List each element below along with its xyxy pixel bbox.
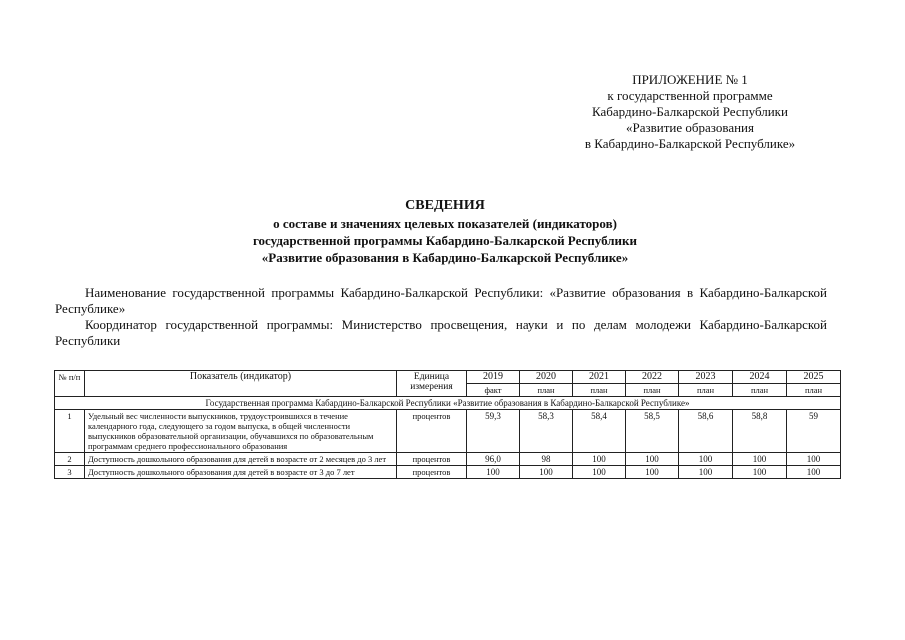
header-year: 2025 [787,371,841,384]
row-value: 58,3 [520,410,573,453]
header-year: 2023 [679,371,733,384]
row-indicator: Доступность дошкольного образования для детей в возрасте от 2 месяцев до 3 лет [85,453,397,466]
row-value: 100 [787,466,841,479]
program-name-text: Наименование государственной программы Кабардино-Балкарской Республики: «Развитие образования в Кабардино-Балкарской Республике» [55,285,827,316]
title-line: государственной программы Кабардино-Балкарской Республики [252,233,638,248]
appendix-header [520,72,860,152]
row-value: 100 [679,466,733,479]
table-header-row [55,371,841,384]
header-year: 2019 [467,371,520,384]
header-kind: план [626,384,679,397]
table-row [55,466,841,479]
header-kind: план [520,384,573,397]
appendix-line: к государственной программе [607,88,773,103]
section-row [55,397,841,410]
appendix-line: «Развитие образования [626,120,754,135]
row-value: 59 [787,410,841,453]
row-value: 100 [679,453,733,466]
section-title: Государственная программа Кабардино-Балкарской Республики «Развитие образования в Кабардино-Балкарской Республике» [55,397,841,410]
appendix-line: Кабардино-Балкарской Республики [592,104,788,119]
header-kind: план [679,384,733,397]
row-unit: процентов [397,466,467,479]
row-indicator: Удельный вес численности выпускников, трудоустроившихся в течение календарного года, следующего за годом выпуска, в общей численности выпускников образовательной организации, обучавшихся по образовательным программам среднего профессионального образования [85,410,397,453]
row-value: 100 [467,466,520,479]
row-value: 58,8 [733,410,787,453]
row-unit: процентов [397,410,467,453]
header-kind: план [787,384,841,397]
row-value: 58,5 [626,410,679,453]
row-num: 1 [55,410,85,453]
header-year: 2021 [573,371,626,384]
row-value: 98 [520,453,573,466]
indicators-table [54,370,841,479]
row-value: 100 [733,466,787,479]
header-num: № п/п [55,371,85,397]
row-value: 100 [626,453,679,466]
row-num: 2 [55,453,85,466]
header-year: 2020 [520,371,573,384]
program-info [55,285,827,349]
row-value: 96,0 [467,453,520,466]
header-year: 2022 [626,371,679,384]
title-main: СВЕДЕНИЯ [405,198,485,213]
header-year: 2024 [733,371,787,384]
row-unit: процентов [397,453,467,466]
appendix-line: в Кабардино-Балкарской Республике» [584,136,796,151]
row-value: 100 [787,453,841,466]
header-indicator: Показатель (индикатор) [85,371,397,397]
title-line: о составе и значениях целевых показателей (индикаторов) [273,216,617,231]
row-indicator: Доступность дошкольного образования для детей в возрасте от 3 до 7 лет [85,466,397,479]
row-value: 100 [733,453,787,466]
title-line: «Развитие образования в Кабардино-Балкарской Республике» [261,250,629,265]
document-title [150,197,740,266]
row-num: 3 [55,466,85,479]
table-row [55,453,841,466]
header-unit: Единица измерения [397,371,467,397]
coordinator-text: Координатор государственной программы: Министерство просвещения, науки и по делам молодежи Кабардино-Балкарской Республики [55,317,827,348]
row-value: 100 [626,466,679,479]
row-value: 100 [520,466,573,479]
row-value: 58,4 [573,410,626,453]
header-kind: план [573,384,626,397]
table-row [55,410,841,453]
header-kind: план [733,384,787,397]
row-value: 100 [573,453,626,466]
appendix-title: ПРИЛОЖЕНИЕ № 1 [632,72,748,87]
row-value: 100 [573,466,626,479]
row-value: 59,3 [467,410,520,453]
row-value: 58,6 [679,410,733,453]
header-kind: факт [467,384,520,397]
